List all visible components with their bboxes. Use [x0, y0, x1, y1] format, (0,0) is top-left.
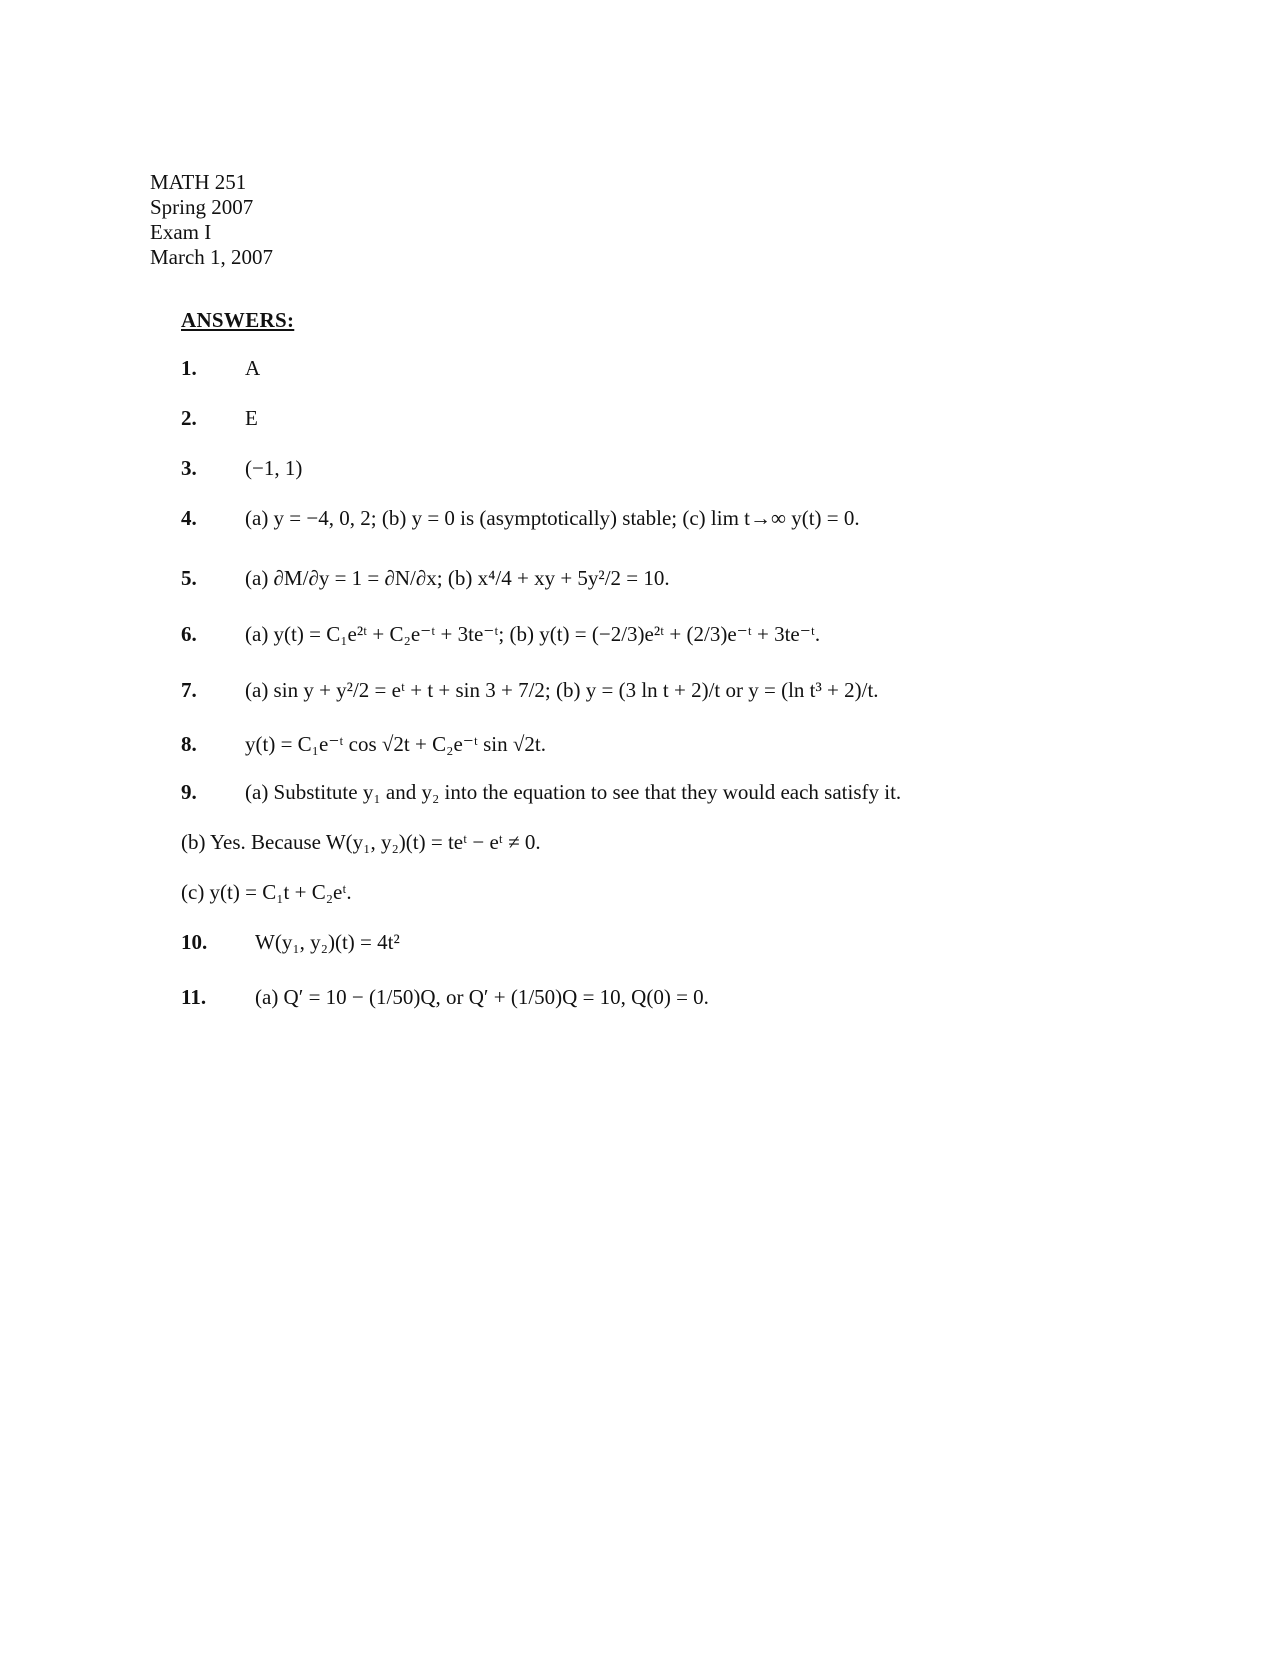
answer-subpart: [181, 830, 541, 855]
exam-name: Exam I: [150, 220, 212, 244]
exam-header: [150, 170, 273, 270]
answer-number: 10.: [181, 930, 208, 954]
answer-number: 1.: [181, 356, 197, 380]
answer-text: W(y₁, y₂)(t) = 4t²: [255, 930, 400, 954]
answer-number: 7.: [181, 678, 197, 702]
answer-text: (−1, 1): [245, 456, 303, 480]
course-name: MATH 251: [150, 170, 247, 194]
answer-text: A: [245, 356, 261, 380]
answer-text: (a) Q′ = 10 − (1/50)Q, or Q′ + (1/50)Q = 10, Q(0) = 0.: [255, 985, 709, 1009]
answer-text: (c) y(t) = C₁t + C₂eᵗ.: [181, 880, 352, 904]
answer-number: 4.: [181, 506, 197, 530]
term: Spring 2007: [150, 195, 254, 219]
answer-text: (a) ∂M/∂y = 1 = ∂N/∂x; (b) x⁴/4 + xy + 5y²/2 = 10.: [245, 566, 670, 590]
answer-text: (a) Substitute y₁ and y₂ into the equation to see that they would each satisfy it.: [245, 780, 902, 804]
answer-number: 6.: [181, 622, 197, 646]
answer-number: 9.: [181, 780, 197, 804]
answer-text: (b) Yes. Because W(y₁, y₂)(t) = teᵗ − eᵗ ≠ 0.: [181, 830, 541, 854]
answer-text: (a) y = −4, 0, 2; (b) y = 0 is (asymptotically) stable; (c) lim t→∞ y(t) = 0.: [245, 506, 860, 530]
answer-text: E: [245, 406, 258, 430]
answer-number: 11.: [181, 985, 207, 1009]
answer-text: (a) y(t) = C₁e²ᵗ + C₂e⁻ᵗ + 3te⁻ᵗ; (b) y(t) = (−2/3)e²ᵗ + (2/3)e⁻ᵗ + 3te⁻ᵗ.: [245, 622, 821, 646]
answer-subpart: [181, 880, 352, 905]
answer-text: (a) sin y + y²/2 = eᵗ + t + sin 3 + 7/2; (b) y = (3 ln t + 2)/t or y = (ln t³ + 2)/t.: [245, 678, 879, 702]
answer-text: y(t) = C₁e⁻ᵗ cos √2t + C₂e⁻ᵗ sin √2t.: [245, 732, 546, 756]
answer-number: 3.: [181, 456, 197, 480]
answer-number: 8.: [181, 732, 197, 756]
answer-number: 5.: [181, 566, 197, 590]
answer-number: 2.: [181, 406, 197, 430]
answers-heading: ANSWERS:: [181, 308, 295, 332]
exam-date: March 1, 2007: [150, 245, 274, 269]
